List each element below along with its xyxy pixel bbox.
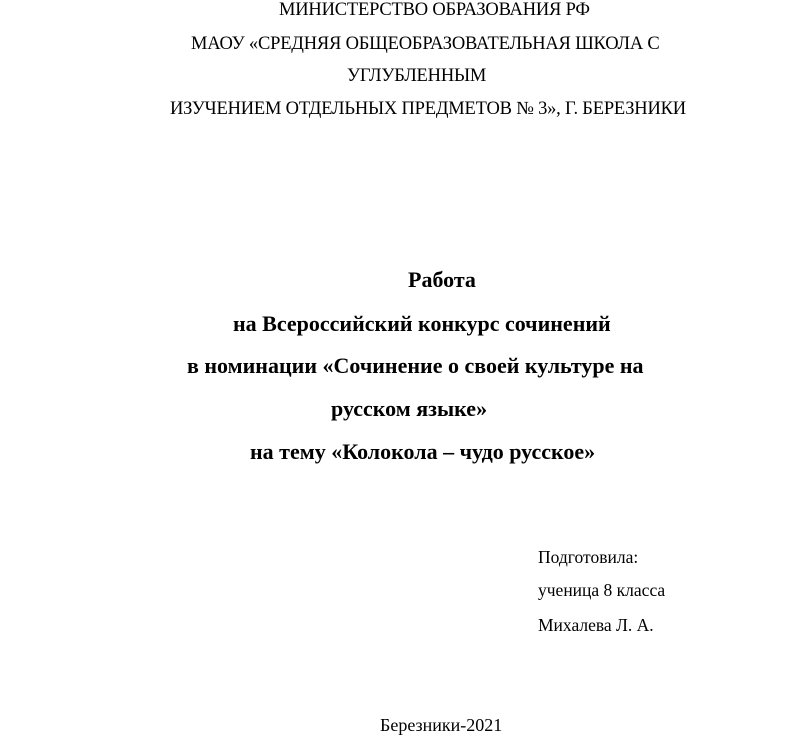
school-name-line-2: УГЛУБЛЕННЫМ — [347, 66, 487, 86]
student-class: ученица 8 класса — [538, 580, 666, 600]
prepared-by-label: Подготовила: — [538, 547, 639, 567]
work-title: Работа — [408, 267, 476, 292]
contest-line: на Всероссийский конкурс сочинений — [233, 311, 611, 336]
nomination-line-2: русском языке» — [331, 396, 488, 421]
ministry-heading: МИНИСТЕРСТВО ОБРАЗОВАНИЯ РФ — [279, 0, 590, 20]
school-name-line-1: МАОУ «СРЕДНЯЯ ОБЩЕОБРАЗОВАТЕЛЬНАЯ ШКОЛА С — [191, 34, 660, 54]
school-name-line-3: ИЗУЧЕНИЕМ ОТДЕЛЬНЫХ ПРЕДМЕТОВ № 3», Г. БЕРЕЗНИКИ — [170, 99, 686, 119]
topic-line: на тему «Колокола – чудо русское» — [250, 439, 596, 464]
city-year: Березники-2021 — [380, 715, 503, 735]
nomination-line-1: в номинации «Сочинение о своей культуре на — [187, 353, 644, 378]
author-name: Михалева Л. А. — [538, 615, 654, 635]
